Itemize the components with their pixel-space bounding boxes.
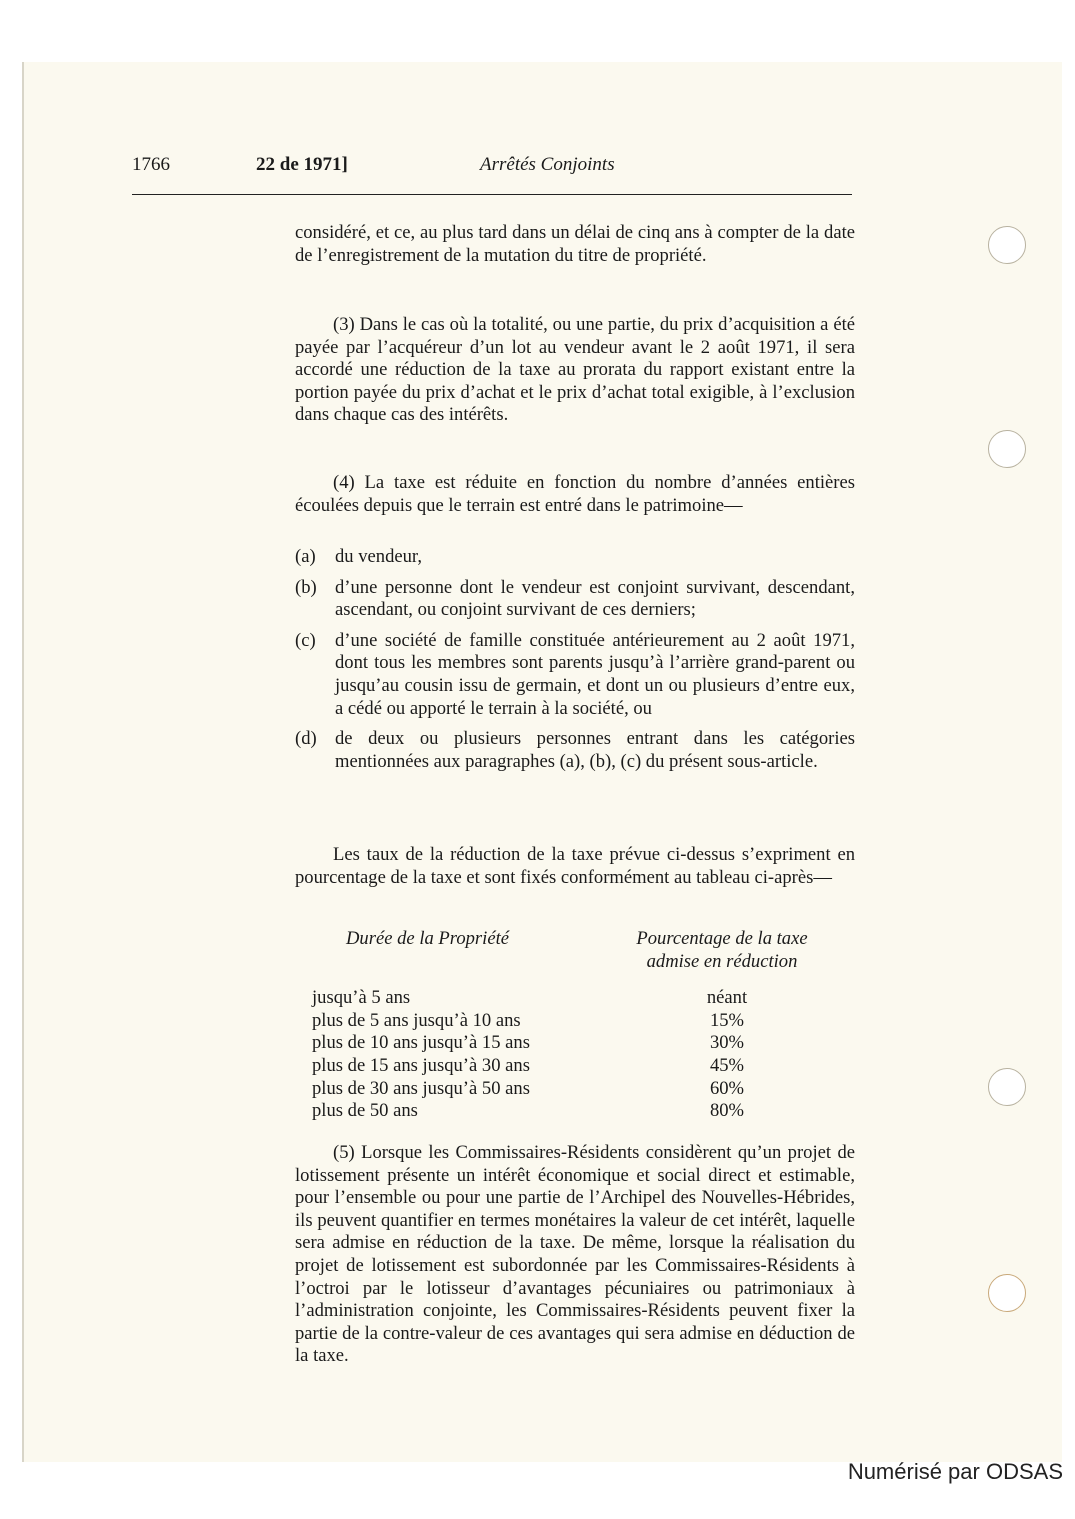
list-item [295,546,855,569]
duration-cell: plus de 30 ans jusqu’à 50 ans [312,1077,530,1099]
table-row [312,1055,842,1078]
list-marker: (b) [295,576,317,598]
list-text: d’une personne dont le vendeur est conjoint survivant, descendant, ascendant, ou conjoint survivant de ces derniers; [335,576,855,621]
header-rule [132,194,852,195]
paragraph-5: (5) Lorsque les Commissaires-Résidents considèrent qu’un projet de lotissement présente un intérêt économique et social direct et estimable, pour l’ensemble ou pour une partie de l’Archipel des Nouvelles-Hébrides, ils peuvent quantifier en termes monétaires la valeur de cet intérêt, laquelle sera admise en réduction de la taxe. De même, lorsque la réalisation du projet de lotissement est subordonnée par les Commissaires-Résidents à l’octroi par le lotisseur d’avantages pécuniaires ou patrimoniaux à l’administration conjointe, les Commissaires-Résidents peuvent fixer la partie de la contre-valeur de ces avantages qui sera admise en déduction de la taxe. [295,1142,855,1367]
scan-watermark: Numérisé par ODSAS [847,1459,1063,1484]
table-row [312,1032,842,1055]
paragraph-4: (4) La taxe est réduite en fonction du nombre d’années entières écoulées depuis que le terrain est entré dans le patrimoine— [295,472,855,516]
table-row [312,1100,842,1123]
punch-hole [988,226,1026,264]
list-item [295,728,855,773]
percent-cell: 80% [709,1100,745,1122]
table-header [312,928,842,973]
column-header-percent-line1: Pourcentage de la taxe [636,928,808,949]
duration-cell: plus de 50 ans [312,1100,418,1122]
table-row [312,987,842,1010]
paragraph-intro: considéré, et ce, au plus tard dans un délai de cinq ans à compter de la date de l’enregistrement de la mutation du titre de propriété. [295,222,855,266]
percent-cell: 60% [709,1077,745,1099]
list-item [295,577,855,622]
page-number: 1766 [132,154,170,175]
paragraph-3: (3) Dans le cas où la totalité, ou une partie, du prix d’acquisition a été payée par l’acquéreur d’un lot au vendeur avant le 2 août 1971, il sera accordé une réduction de la taxe au prorata du rapport existant entre la portion payée du prix d’achat et le prix d’achat total exigible, à l’exclusion dans chaque cas des intérêts. [295,314,855,426]
list-text: du vendeur, [335,546,423,567]
duration-cell: plus de 5 ans jusqu’à 10 ans [312,1009,521,1031]
list-text: de deux ou plusieurs personnes entrant dans les catégories mentionnées aux paragraphes (a), (b), (c) du présent sous-article. [335,728,855,772]
header-title: Arrêtés Conjoints [480,154,615,175]
table-row [312,1078,842,1101]
header-reference: 22 de 1971] [256,154,348,175]
duration-cell: plus de 10 ans jusqu’à 15 ans [312,1032,530,1054]
duration-cell: plus de 15 ans jusqu’à 30 ans [312,1054,530,1076]
percent-cell: 15% [709,1009,745,1031]
table-body [312,987,842,1123]
column-header-percent-line2: admise en réduction [646,950,798,972]
column-header-duration: Durée de la Propriété [346,928,509,949]
list-text: d’une société de famille constituée antérieurement au 2 août 1971, dont tous les membres sont parents jusqu’à l’arrière grand-parent ou jusqu’au cousin issu de germain, et dont un ou plusieurs d’entre eux, a cédé ou apporté le terrain à la société, ou [335,629,855,719]
list-patrimoine [295,546,855,781]
percent-cell: 30% [709,1032,745,1054]
punch-hole [988,1068,1026,1106]
list-item [295,630,855,720]
percent-cell: néant [706,987,748,1009]
paragraph-rates: Les taux de la réduction de la taxe prévue ci-dessus s’expriment en pourcentage de la taxe et sont fixés conformément au tableau ci-après— [295,844,855,888]
punch-hole [988,1274,1026,1312]
reduction-table [312,928,842,1123]
table-row [312,1010,842,1033]
list-marker: (d) [295,728,317,750]
list-marker: (c) [295,629,316,651]
page-edge [22,62,24,1462]
list-marker: (a) [295,546,316,567]
duration-cell: jusqu’à 5 ans [312,987,411,1009]
column-header-percent [602,928,842,973]
percent-cell: 45% [709,1054,745,1076]
punch-hole [988,430,1026,468]
